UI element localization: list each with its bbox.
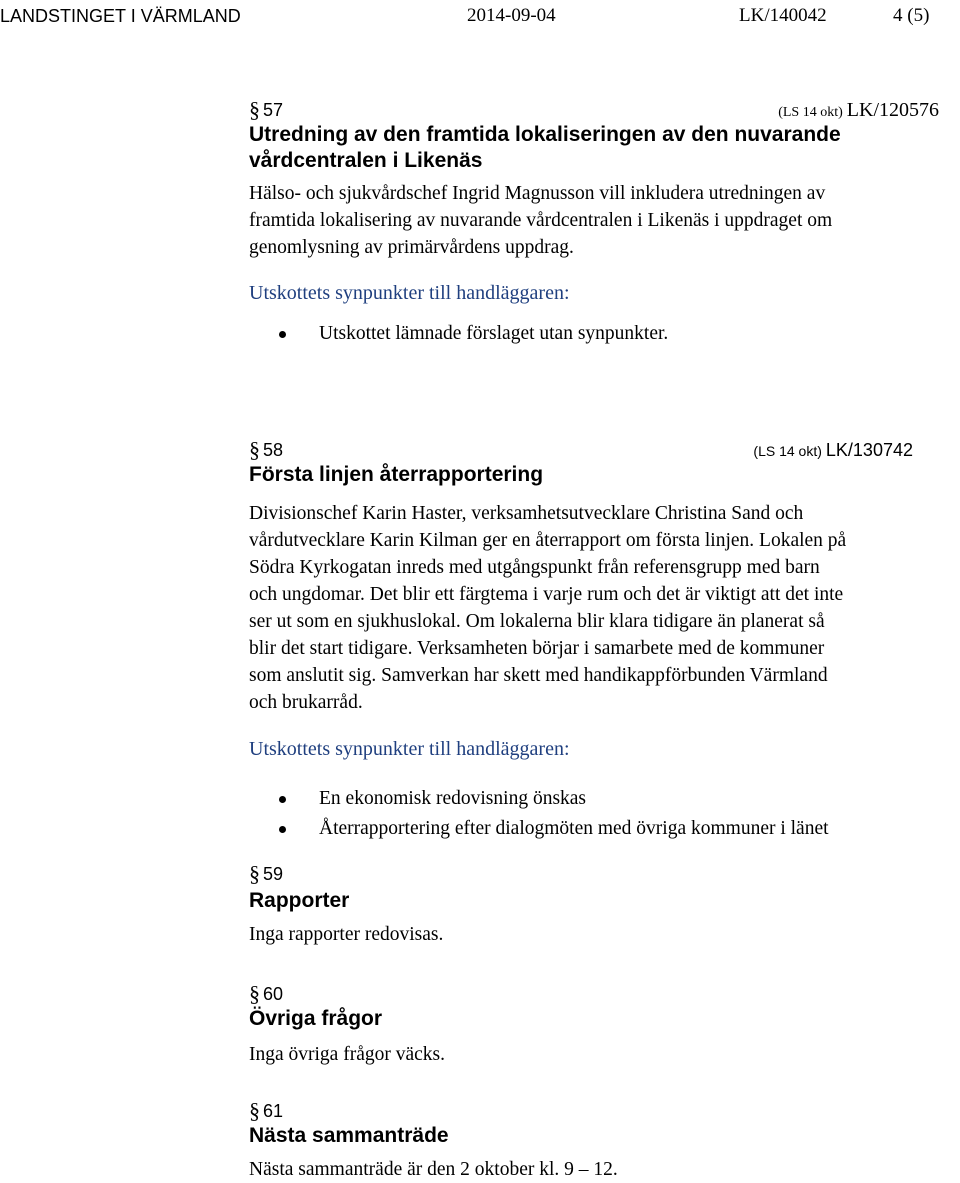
section-heading-row [249,98,939,122]
paragraph-mark: § [249,861,260,886]
section-title [249,122,939,174]
bullet-list [249,784,939,844]
section-body [249,180,939,261]
list-item: Utskottet lämnade förslaget utan synpunkter. [249,319,939,349]
list-item: Återrapportering efter dialogmöten med övriga kommuner i länet [249,814,939,844]
header-page-number: 4 (5) [893,5,930,26]
list-item: En ekonomisk redovisning önskas [249,784,939,814]
section-number: 59 [263,864,284,884]
section-60 [249,982,939,1068]
section-57 [249,98,939,349]
section-title: Rapporter [249,889,350,912]
body-line: genomlysning av primärvårdens uppdrag. [249,237,574,258]
bullet-list [249,319,939,349]
page-header [0,2,960,30]
lk-reference: LK/120576 [846,99,939,121]
body-line: blir det start tidigare. Verksamheten börjar i samarbete med de kommuner [249,638,825,659]
body-line: Inga rapporter redovisas. [249,924,444,945]
section-59 [249,862,939,948]
paragraph-mark: § [249,981,260,1006]
subheading: Utskottets synpunkter till handläggaren: [249,738,570,760]
lk-reference: LK/130742 [825,440,913,460]
body-line: Hälso- och sjukvårdschef Ingrid Magnusson vill inkludera utredningen av [249,183,826,204]
title-line: Utredning av den framtida lokaliseringen av den nuvarande [249,123,841,146]
ls-note: (LS 14 okt) [753,443,822,459]
body-line: Nästa sammanträde är den 2 oktober kl. 9 – 12. [249,1159,618,1180]
body-line: och brukarråd. [249,692,363,713]
body-line: vårdutvecklare Karin Kilman ger en återrapport om första linjen. Lokalen på [249,530,847,551]
section-title: Övriga frågor [249,1007,383,1030]
header-date: 2014-09-04 [467,5,556,26]
section-number: 57 [263,100,284,120]
paragraph-mark: § [249,97,260,122]
body-line: Inga övriga frågor väcks. [249,1044,445,1065]
body-line: Divisionschef Karin Haster, verksamhetsutvecklare Christina Sand och [249,503,804,524]
title-line: Första linjen återrapportering [249,463,544,486]
section-heading-row [249,438,939,462]
section-heading-row [249,1099,939,1123]
section-61 [249,1099,939,1183]
section-58 [249,438,939,844]
section-heading-row [249,982,939,1006]
header-organization: LANDSTINGET I VÄRMLAND [0,6,241,26]
title-line: vårdcentralen i Likenäs [249,149,483,172]
body-line: ser ut som en sjukhuslokal. Om lokalerna blir klara tidigare än planerat så [249,611,825,632]
section-number: 61 [263,1101,284,1121]
section-body [249,500,939,716]
paragraph-mark: § [249,437,260,462]
subheading: Utskottets synpunkter till handläggaren: [249,282,570,304]
section-number: 58 [263,440,284,460]
section-meta [753,438,913,464]
section-heading-row [249,862,939,886]
section-title: Nästa sammanträde [249,1124,449,1147]
header-reference: LK/140042 [739,5,827,26]
body-line: Södra Kyrkogatan inreds med utgångspunkt från referensgrupp med barn [249,557,820,578]
paragraph-mark: § [249,1098,260,1123]
body-line: och ungdomar. Det blir ett färgtema i varje rum och det är viktigt att det inte [249,584,844,605]
section-title [249,462,939,488]
body-line: framtida lokalisering av nuvarande vårdcentralen i Likenäs i uppdraget om [249,210,833,231]
ls-note: (LS 14 okt) [778,105,843,120]
section-meta [778,98,939,125]
body-line: som anslutit sig. Samverkan har skett med handikappförbunden Värmland [249,665,828,686]
section-number: 60 [263,984,284,1004]
